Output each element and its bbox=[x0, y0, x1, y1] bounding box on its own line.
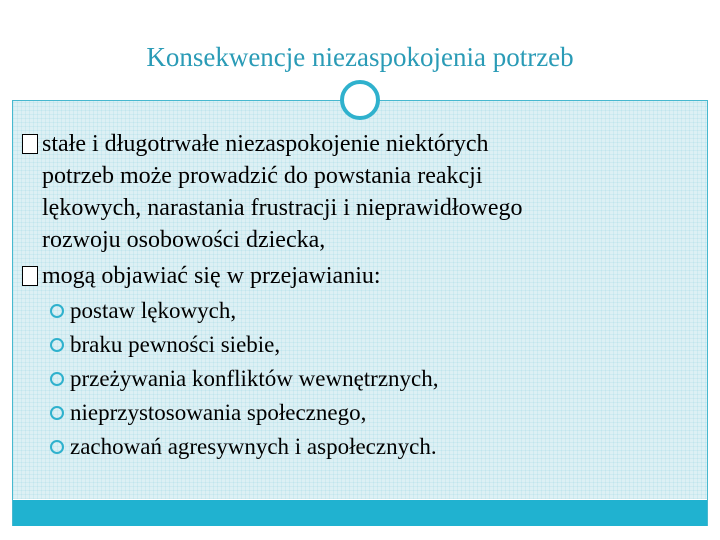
bullet-line: rozwoju osobowości dziecka, bbox=[42, 227, 326, 253]
bottom-bar bbox=[13, 500, 707, 526]
missing-glyph-bullet-icon bbox=[22, 134, 38, 154]
circle-bullet-icon bbox=[50, 406, 64, 420]
bullet-line: stałe i długotrwałe niezaspokojenie niektórych bbox=[42, 131, 489, 157]
circle-ornament-icon bbox=[340, 80, 380, 120]
sub-bullet-text: przeżywania konfliktów wewnętrznych, bbox=[70, 366, 439, 391]
slide-body bbox=[22, 128, 702, 464]
slide-title: Konsekwencje niezaspokojenia potrzeb bbox=[146, 42, 574, 72]
bullet-line: potrzeb może prowadzić do powstania reakcji bbox=[42, 163, 483, 189]
sub-bullet-text: zachowań agresywnych i aspołecznych. bbox=[70, 434, 437, 459]
sub-bullet-2 bbox=[22, 328, 702, 362]
missing-glyph-bullet-icon bbox=[22, 266, 38, 286]
bullet-point-2 bbox=[22, 260, 702, 292]
circle-bullet-icon bbox=[50, 304, 64, 318]
sub-bullet-text: nieprzystosowania społecznego, bbox=[70, 400, 367, 425]
sub-bullet-4 bbox=[22, 396, 702, 430]
circle-bullet-icon bbox=[50, 372, 64, 386]
circle-bullet-icon bbox=[50, 338, 64, 352]
bullet-point-1 bbox=[22, 128, 702, 256]
bullet-line: mogą objawiać się w przejawianiu: bbox=[42, 263, 381, 289]
sub-bullet-1 bbox=[22, 294, 702, 328]
sub-bullet-3 bbox=[22, 362, 702, 396]
circle-bullet-icon bbox=[50, 440, 64, 454]
bullet-line: lękowych, narastania frustracji i nieprawidłowego bbox=[42, 195, 523, 221]
sub-bullet-5 bbox=[22, 430, 702, 464]
sub-bullet-text: braku pewności siebie, bbox=[70, 332, 281, 357]
sub-bullet-text: postaw lękowych, bbox=[70, 298, 237, 323]
